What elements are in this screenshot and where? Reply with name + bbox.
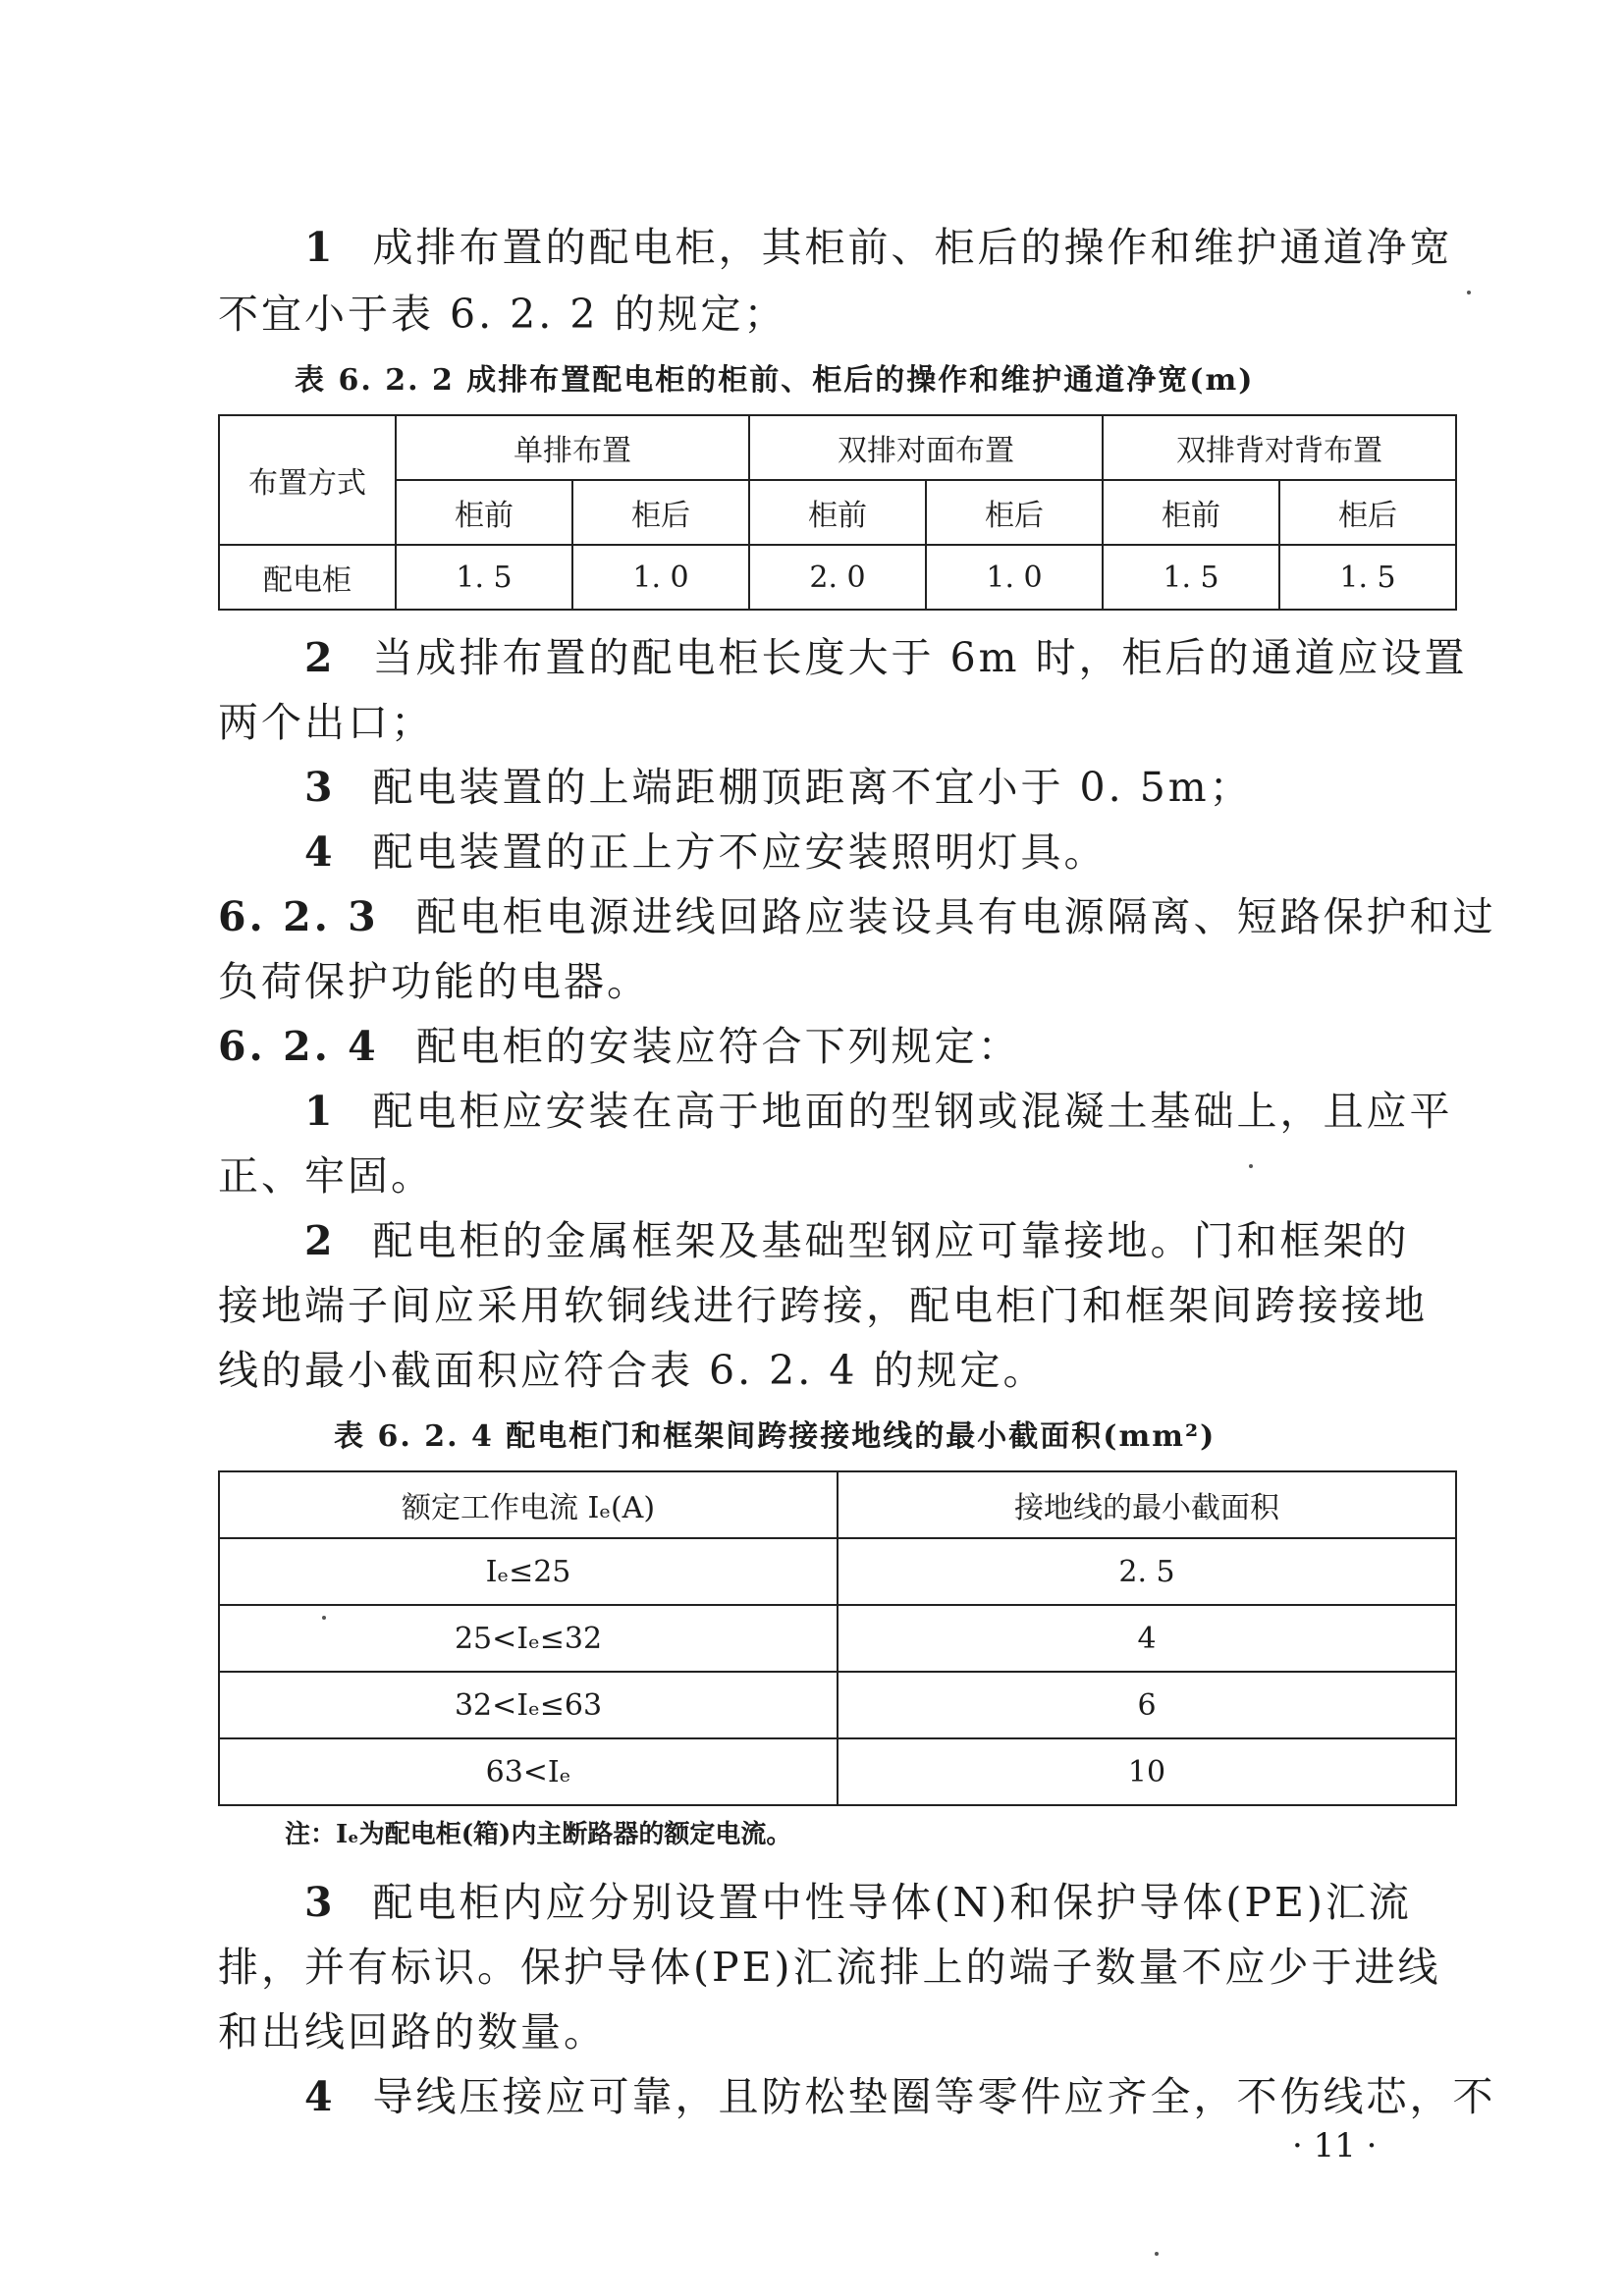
paragraph-text: 成排布置的配电柜，其柜前、柜后的操作和维护通道净宽 [372, 224, 1453, 271]
scan-speck [322, 1616, 326, 1620]
paragraph-text: 配电柜电源进线回路应装设具有电源隔离、短路保护和过 [415, 893, 1496, 940]
clause-number: 6. 2. 4 [218, 1023, 379, 1070]
paragraph-line [218, 1873, 1455, 1932]
table-cell: 2. 0 [749, 545, 926, 610]
item-number: 4 [304, 2073, 336, 2120]
paragraph-line [218, 693, 1455, 752]
table-cell: 4 [838, 1605, 1456, 1672]
paragraph-line [218, 823, 1455, 881]
table-cell: 1. 5 [1103, 545, 1279, 610]
table-cell: 25<Iₑ≤32 [219, 1605, 838, 1672]
table-cell: 1. 0 [926, 545, 1103, 610]
table-cell: 6 [838, 1672, 1456, 1738]
paragraph-text: 导线压接应可靠，且防松垫圈等零件应齐全，不伤线芯，不 [372, 2073, 1496, 2120]
paragraph-line [218, 1082, 1455, 1141]
table-header-cell: 接地线的最小截面积 [838, 1471, 1456, 1538]
table-header-cell: 柜后 [926, 480, 1103, 545]
scan-speck [1467, 291, 1471, 294]
table-cell: 2. 5 [838, 1538, 1456, 1605]
paragraph-line [218, 218, 1455, 277]
paragraph-text: 线的最小截面积应符合表 6. 2. 4 的规定。 [218, 1347, 1047, 1394]
table-row [219, 1538, 1456, 1605]
paragraph-line [218, 1211, 1455, 1270]
item-number: 1 [304, 1088, 336, 1135]
item-number: 1 [304, 224, 336, 271]
paragraph-line [218, 2002, 1455, 2061]
table-caption: 表 6. 2. 2 成排布置配电柜的柜前、柜后的操作和维护通道净宽(m) [295, 363, 1255, 398]
paragraph-line [218, 1276, 1455, 1335]
paragraph-line [218, 1147, 1455, 1205]
table-cell: Iₑ≤25 [219, 1538, 838, 1605]
table-cell: 32<Iₑ≤63 [219, 1672, 838, 1738]
item-number: 2 [304, 1217, 336, 1264]
paragraph-text: 接地端子间应采用软铜线进行跨接，配电柜门和框架间跨接接地 [218, 1282, 1428, 1329]
paragraph-text: 正、牢固。 [218, 1152, 434, 1200]
paragraph-line [218, 285, 1455, 344]
clause-number: 6. 2. 3 [218, 893, 379, 940]
table-row [219, 1471, 1456, 1538]
table-header-cell: 柜前 [749, 480, 926, 545]
table-cell: 63<Iₑ [219, 1738, 838, 1805]
item-number: 3 [304, 764, 336, 811]
paragraph-text: 配电柜内应分别设置中性导体(N)和保护导体(PE)汇流 [372, 1879, 1412, 1926]
paragraph-text: 排，并有标识。保护导体(PE)汇流排上的端子数量不应少于进线 [218, 1944, 1441, 1991]
table-6-2-4 [218, 1470, 1457, 1806]
paragraph-line [218, 2067, 1496, 2126]
paragraph-text: 配电柜应安装在高于地面的型钢或混凝土基础上，且应平 [372, 1088, 1453, 1135]
table-header-cell: 额定工作电流 Iₑ(A) [219, 1471, 838, 1538]
table-note: 注：Iₑ为配电柜(箱)内主断路器的额定电流。 [285, 1820, 792, 1849]
scan-speck [1155, 2252, 1159, 2256]
item-number: 3 [304, 1879, 336, 1926]
paragraph-text: 不宜小于表 6. 2. 2 的规定； [218, 291, 787, 338]
paragraph-text: 配电柜的安装应符合下列规定： [415, 1023, 1021, 1070]
table-caption: 表 6. 2. 4 配电柜门和框架间跨接接地线的最小截面积(mm²) [334, 1419, 1217, 1454]
paragraph-text: 和出线回路的数量。 [218, 2008, 607, 2056]
table-cell: 1. 5 [396, 545, 572, 610]
table-row [219, 415, 1456, 480]
table-row [219, 545, 1456, 610]
table-header-cell: 柜后 [1279, 480, 1456, 545]
paragraph-text: 配电柜的金属框架及基础型钢应可靠接地。门和框架的 [372, 1217, 1410, 1264]
table-header-cell: 双排背对背布置 [1103, 415, 1456, 480]
table-row-label: 配电柜 [219, 545, 396, 610]
paragraph-line [218, 1341, 1455, 1400]
table-6-2-2 [218, 414, 1457, 611]
table-header-cell: 布置方式 [219, 415, 396, 545]
scan-speck [1249, 1164, 1253, 1168]
item-number: 2 [304, 634, 336, 681]
table-cell: 1. 0 [572, 545, 749, 610]
table-header-cell: 柜前 [396, 480, 572, 545]
paragraph-line [218, 628, 1468, 687]
table-header-cell: 柜前 [1103, 480, 1279, 545]
paragraph-text: 负荷保护功能的电器。 [218, 958, 650, 1005]
item-number: 4 [304, 828, 336, 876]
table-cell: 1. 5 [1279, 545, 1456, 610]
paragraph-text: 配电装置的上端距棚顶距离不宜小于 0. 5m； [372, 764, 1253, 811]
table-header-cell: 单排布置 [396, 415, 749, 480]
paragraph-text: 当成排布置的配电柜长度大于 6m 时，柜后的通道应设置 [372, 634, 1468, 681]
table-row [219, 480, 1456, 545]
paragraph-line [218, 1938, 1455, 1997]
page-number: · 11 · [1292, 2126, 1378, 2165]
clause-line [218, 887, 1496, 946]
table-row [219, 1738, 1456, 1805]
paragraph-line [218, 952, 1455, 1011]
table-cell: 10 [838, 1738, 1456, 1805]
table-header-cell: 柜后 [572, 480, 749, 545]
table-row [219, 1672, 1456, 1738]
clause-line [218, 1017, 1455, 1076]
paragraph-text: 配电装置的正上方不应安装照明灯具。 [372, 828, 1108, 876]
table-header-cell: 双排对面布置 [749, 415, 1103, 480]
paragraph-text: 两个出口； [218, 699, 434, 746]
table-row [219, 1605, 1456, 1672]
paragraph-line [218, 758, 1455, 817]
